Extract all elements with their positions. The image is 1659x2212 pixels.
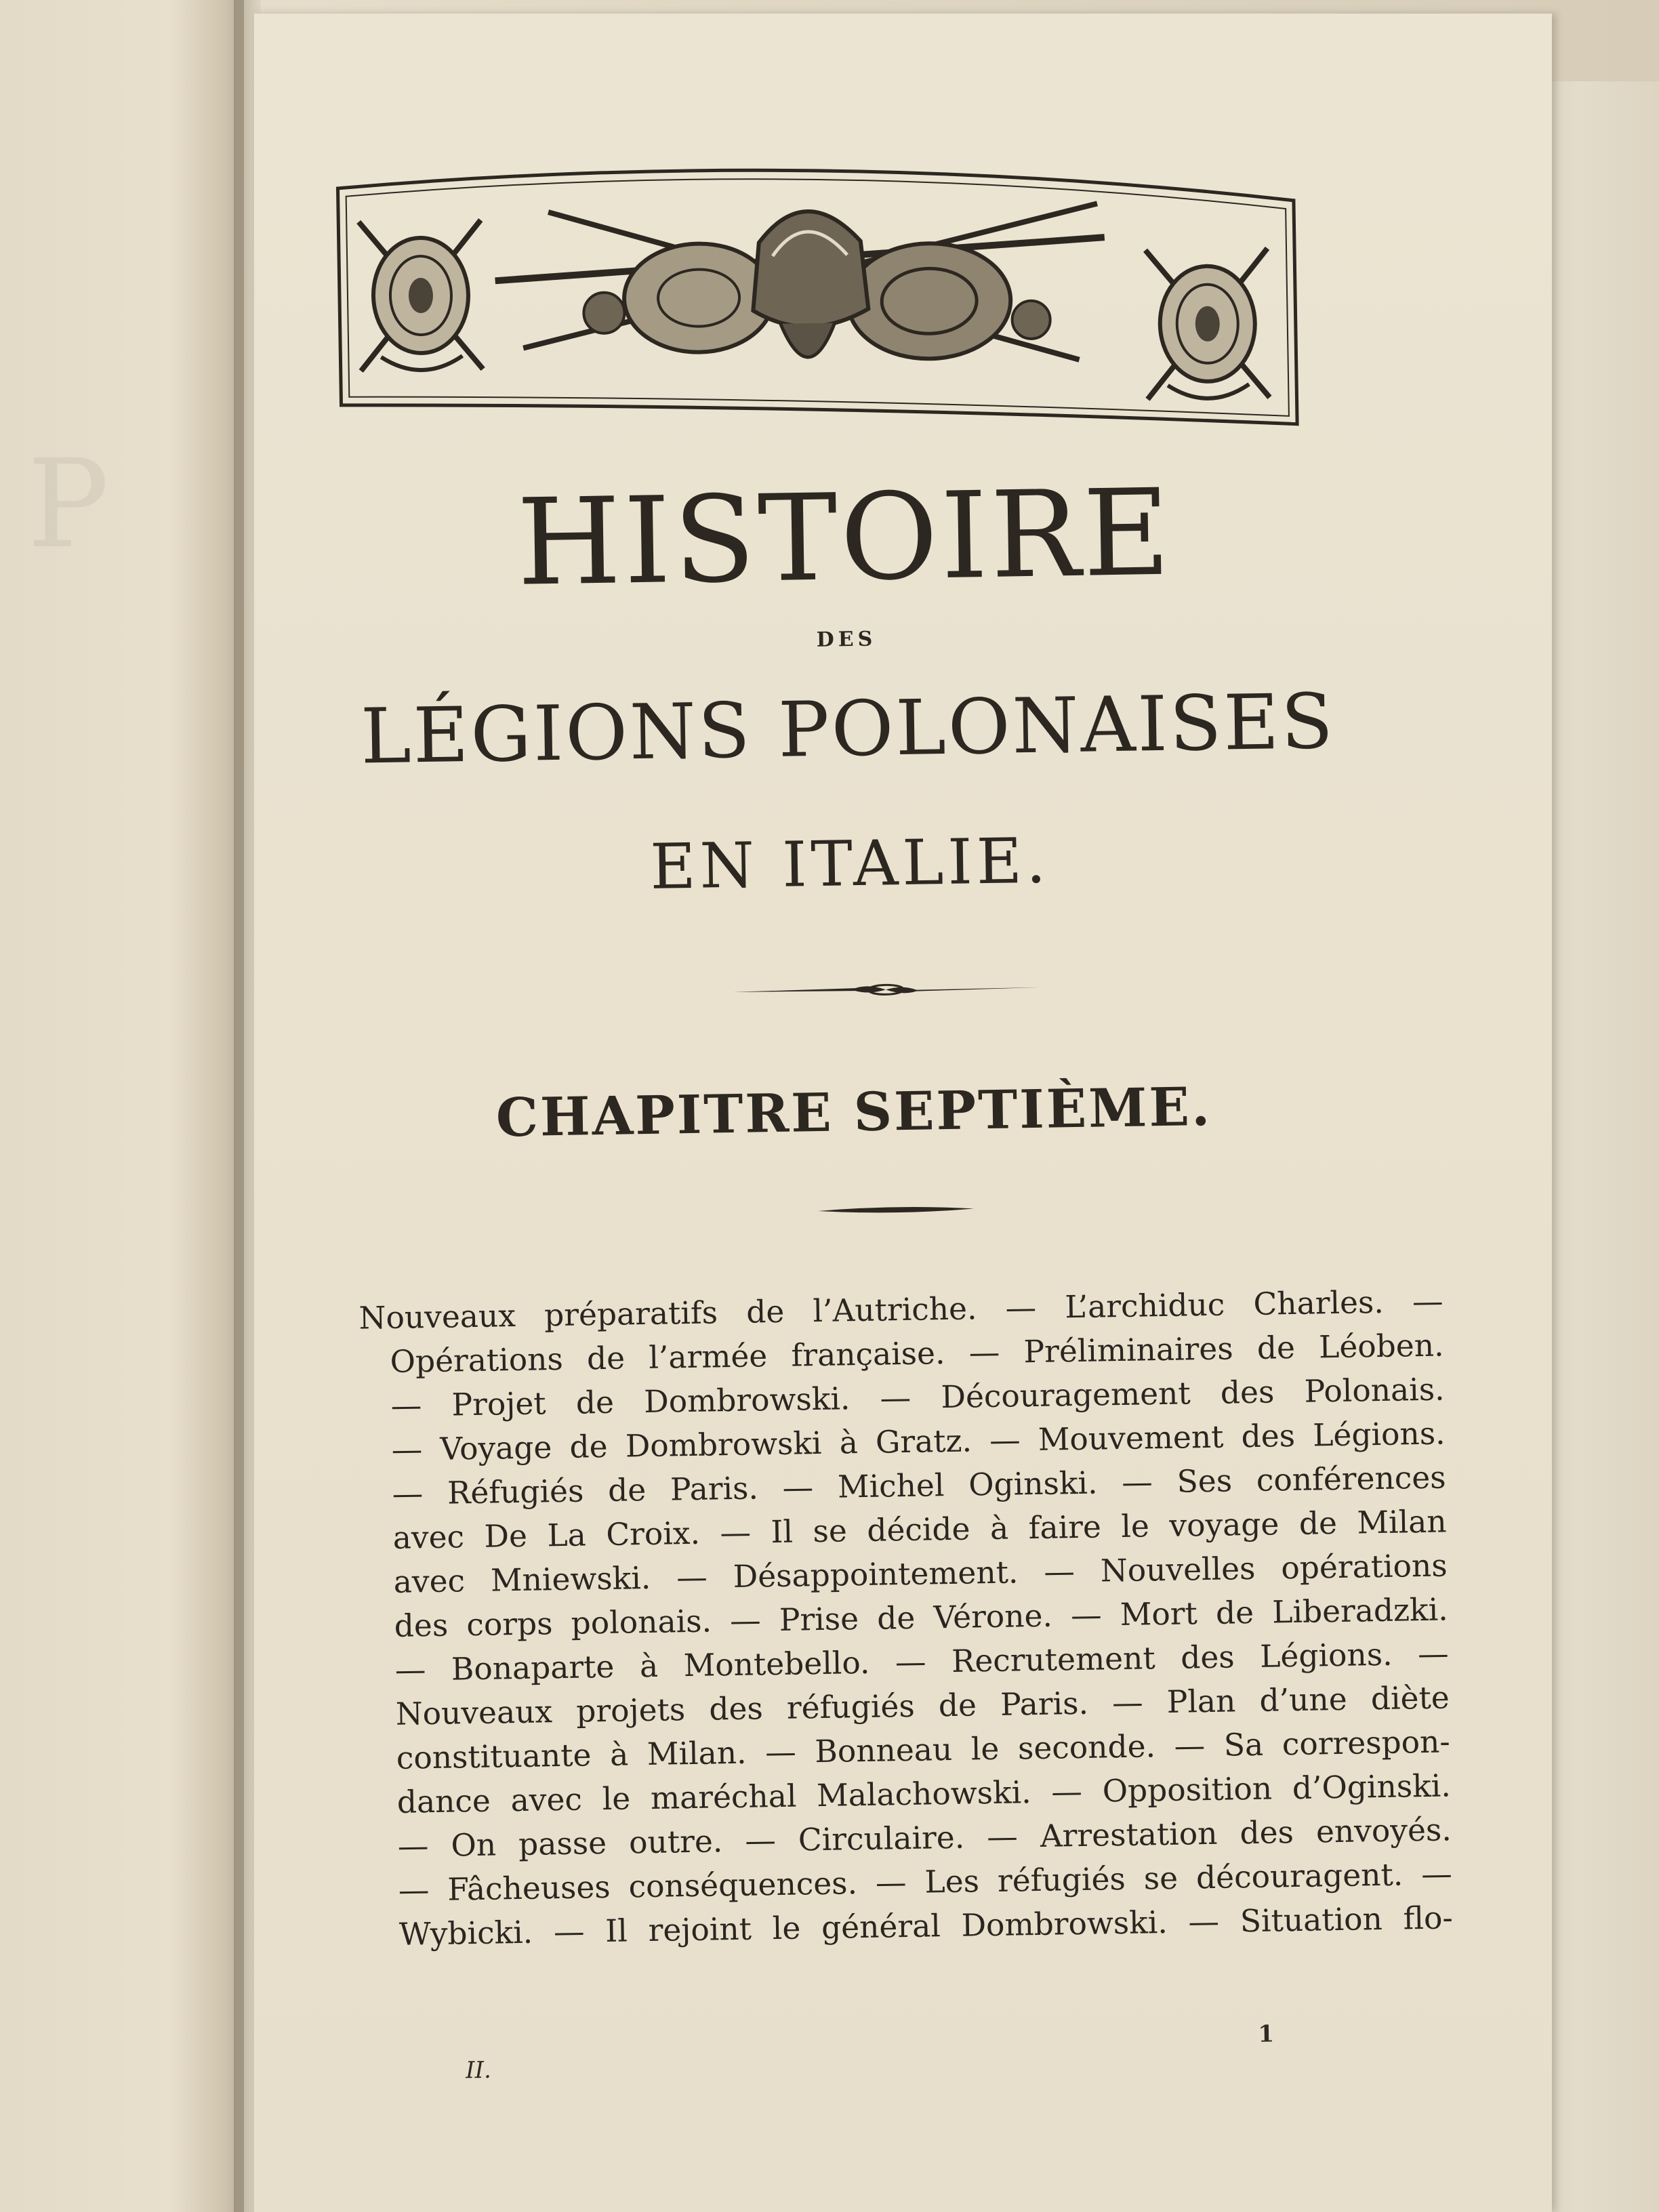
summary-line: Wybicki. — Il rejoint le général Dombrowski. — Situation flo-	[398, 1900, 1454, 1952]
left-page	[0, 0, 244, 2212]
chapter-heading: CHAPITRE SEPTIÈME.	[495, 1076, 1212, 1149]
chapter-summary	[359, 1279, 1453, 1957]
right-page	[254, 14, 1552, 2212]
summary-line: Nouveaux projets des réfugiés de Paris. — Plan d’une diète	[395, 1679, 1450, 1732]
book-subtitle-location: EN ITALIE.	[649, 824, 1050, 903]
summary-line: avec Mniewski. — Désappointement. — Nouvelles opérations	[393, 1547, 1448, 1600]
bleed-through-letter: P	[27, 434, 110, 575]
page-content	[237, 3, 1570, 2212]
summary-line: — Projet de Dombrowski. — Découragement des Polonais.	[390, 1371, 1445, 1424]
summary-line: Nouveaux préparatifs de l’Autriche. — L’archiduc Charles. —	[359, 1283, 1443, 1336]
summary-line: dance avec le maréchal Malachowski. — Opposition d’Oginski.	[396, 1767, 1452, 1820]
summary-line: avec De La Croix. — Il se décide à faire le voyage de Milan	[392, 1503, 1447, 1556]
book-title: HISTOIRE	[516, 463, 1174, 613]
summary-line: des corps polonais. — Prise de Vérone. — Mort de Liberadzki.	[394, 1591, 1449, 1644]
summary-line: — Voyage de Dombrowski à Gratz. — Mouvement des Légions.	[391, 1415, 1446, 1468]
sheet-number: 1	[1258, 2020, 1275, 2048]
summary-line: constituante à Milan. — Bonneau le seconde. — Sa correspon-	[396, 1723, 1451, 1776]
short-rule-icon	[818, 1202, 974, 1218]
summary-line: — Bonaparte à Montebello. — Recrutement des Légions. —	[394, 1635, 1450, 1688]
book-subtitle: LÉGIONS POLONAISES	[360, 677, 1336, 781]
trophy-ornament-icon	[331, 140, 1305, 446]
summary-line: — On passe outre. — Circulaire. — Arrestation des envoyés.	[397, 1811, 1452, 1864]
summary-line: Opérations de l’armée française. — Préliminaires de Léoben.	[390, 1327, 1444, 1380]
summary-line: — Réfugiés de Paris. — Michel Oginski. — Ses conférences	[392, 1459, 1446, 1512]
ornamental-divider-icon	[733, 977, 1038, 1002]
title-connector: DES	[816, 627, 877, 652]
signature-mark: II.	[465, 2056, 492, 2085]
summary-line: — Fâcheuses conséquences. — Les réfugiés se découragent. —	[398, 1856, 1453, 1908]
